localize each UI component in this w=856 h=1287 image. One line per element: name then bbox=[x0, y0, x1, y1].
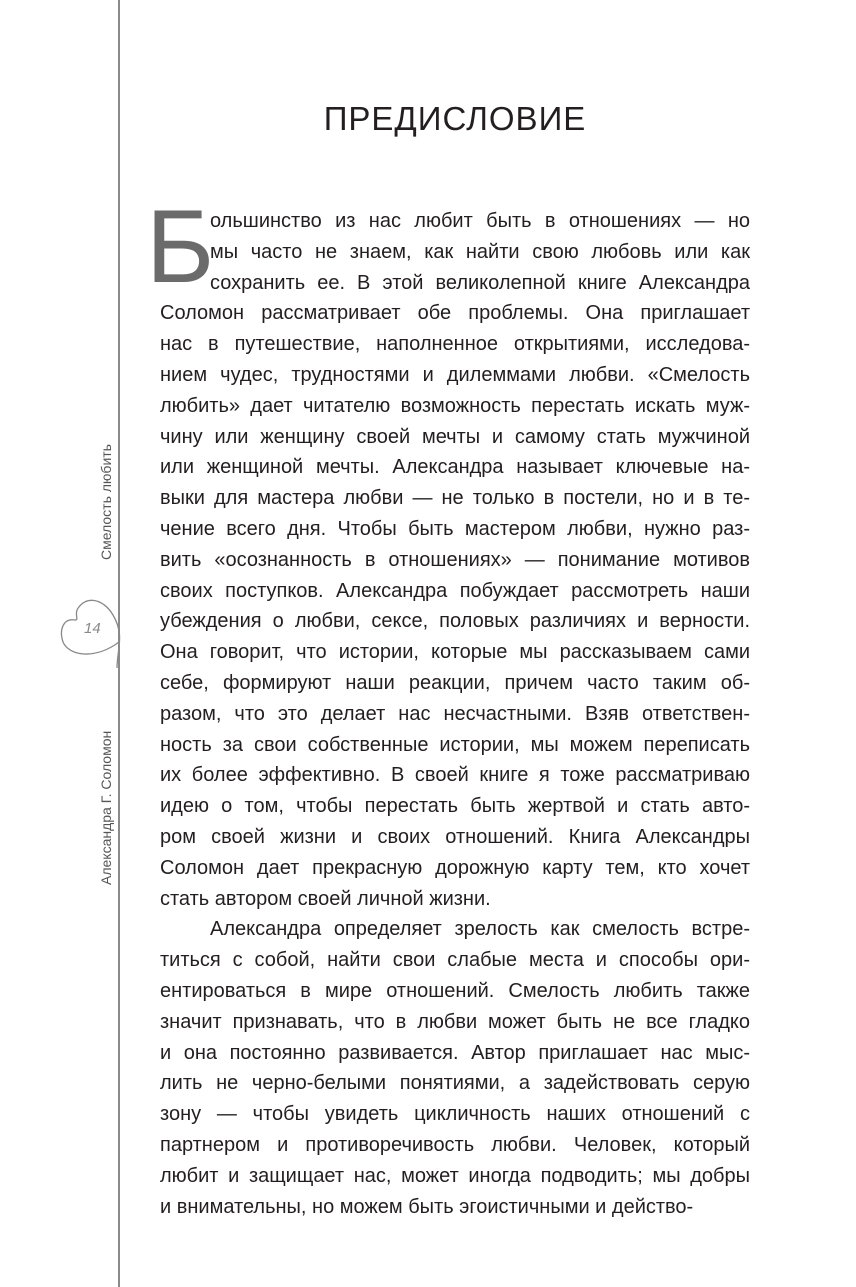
text-line: титься с собой, найти свои слабые места и способы ори- bbox=[160, 949, 750, 972]
text-line: чение всего дня. Чтобы быть мастером любви, нужно раз- bbox=[160, 517, 750, 540]
text-line: нас в путешествие, наполненное открытиями, исследова- bbox=[160, 333, 750, 356]
text-line: выки для мастера любви — не только в постели, но и в те- bbox=[160, 487, 750, 510]
text-line: зону — чтобы увидеть цикличность наших отношений с bbox=[160, 1103, 750, 1126]
text-line: Соломон дает прекрасную дорожную карту тем, кто хочет bbox=[160, 856, 750, 879]
text-line: их более эффективно. В своей книге я тоже рассматриваю bbox=[160, 764, 750, 787]
text-line: Александра определяет зрелость как смелость встре- bbox=[210, 918, 750, 941]
text-line: нием чудес, трудностями и дилеммами любви. «Смелость bbox=[160, 363, 750, 386]
text-line: или женщиной мечты. Александра называет ключевые на- bbox=[160, 456, 750, 479]
text-line: разом, что это делает нас несчастными. Взяв ответствен- bbox=[160, 702, 750, 725]
chapter-title: ПРЕДИСЛОВИЕ bbox=[323, 100, 587, 137]
running-head-author: Александра Г. Соломон bbox=[98, 730, 114, 885]
body-text bbox=[160, 206, 750, 1222]
text-line: своих поступков. Александра побуждает рассмотреть наши bbox=[160, 579, 750, 602]
text-line: ентироваться в мире отношений. Смелость любить также bbox=[160, 979, 750, 1002]
text-line: ность за свои собственные истории, мы можем переписать bbox=[160, 733, 750, 756]
text-line: партнером и противоречивость любви. Человек, который bbox=[160, 1133, 750, 1156]
text-line: Соломон рассматривает обе проблемы. Она приглашает bbox=[160, 302, 750, 325]
text-line: сохранить ее. В этой великолепной книге Александра bbox=[210, 271, 750, 294]
text-line: идею о том, чтобы перестать быть жертвой и стать авто- bbox=[160, 795, 750, 818]
text-line: ром своей жизни и своих отношений. Книга Александры bbox=[160, 825, 750, 848]
text-line: и внимательны, но можем быть эгоистичными и действо- bbox=[160, 1195, 694, 1218]
text-line: себе, формируют наши реакции, причем часто таким об- bbox=[160, 671, 750, 694]
running-head-book-title: Смелость любить bbox=[98, 444, 114, 560]
text-line: мы часто не знаем, как найти свою любовь или как bbox=[210, 240, 750, 263]
text-line: и она постоянно развивается. Автор приглашает нас мыс- bbox=[160, 1041, 750, 1064]
text-line: убеждения о любви, сексе, половых различиях и верности. bbox=[160, 610, 750, 633]
text-line: чину или женщину своей мечты и самому стать мужчиной bbox=[160, 425, 750, 448]
text-line: любить» дает читателю возможность перестать искать муж- bbox=[160, 394, 750, 417]
page-number: 14 bbox=[84, 620, 101, 637]
drop-cap: Б bbox=[146, 189, 215, 305]
text-line: ольшинство из нас любит быть в отношениях — но bbox=[210, 210, 750, 232]
text-line: значит признавать, что в любви может быть не все гладко bbox=[160, 1010, 750, 1033]
text-line: вить «осознанность в отношениях» — понимание мотивов bbox=[160, 548, 750, 571]
text-line: Она говорит, что истории, которые мы рассказываем сами bbox=[160, 641, 750, 664]
text-line: стать автором своей личной жизни. bbox=[160, 887, 491, 910]
text-line: любит и защищает нас, может иногда подводить; мы добры bbox=[160, 1164, 750, 1187]
text-line: лить не черно-белыми понятиями, а задействовать серую bbox=[160, 1072, 750, 1095]
